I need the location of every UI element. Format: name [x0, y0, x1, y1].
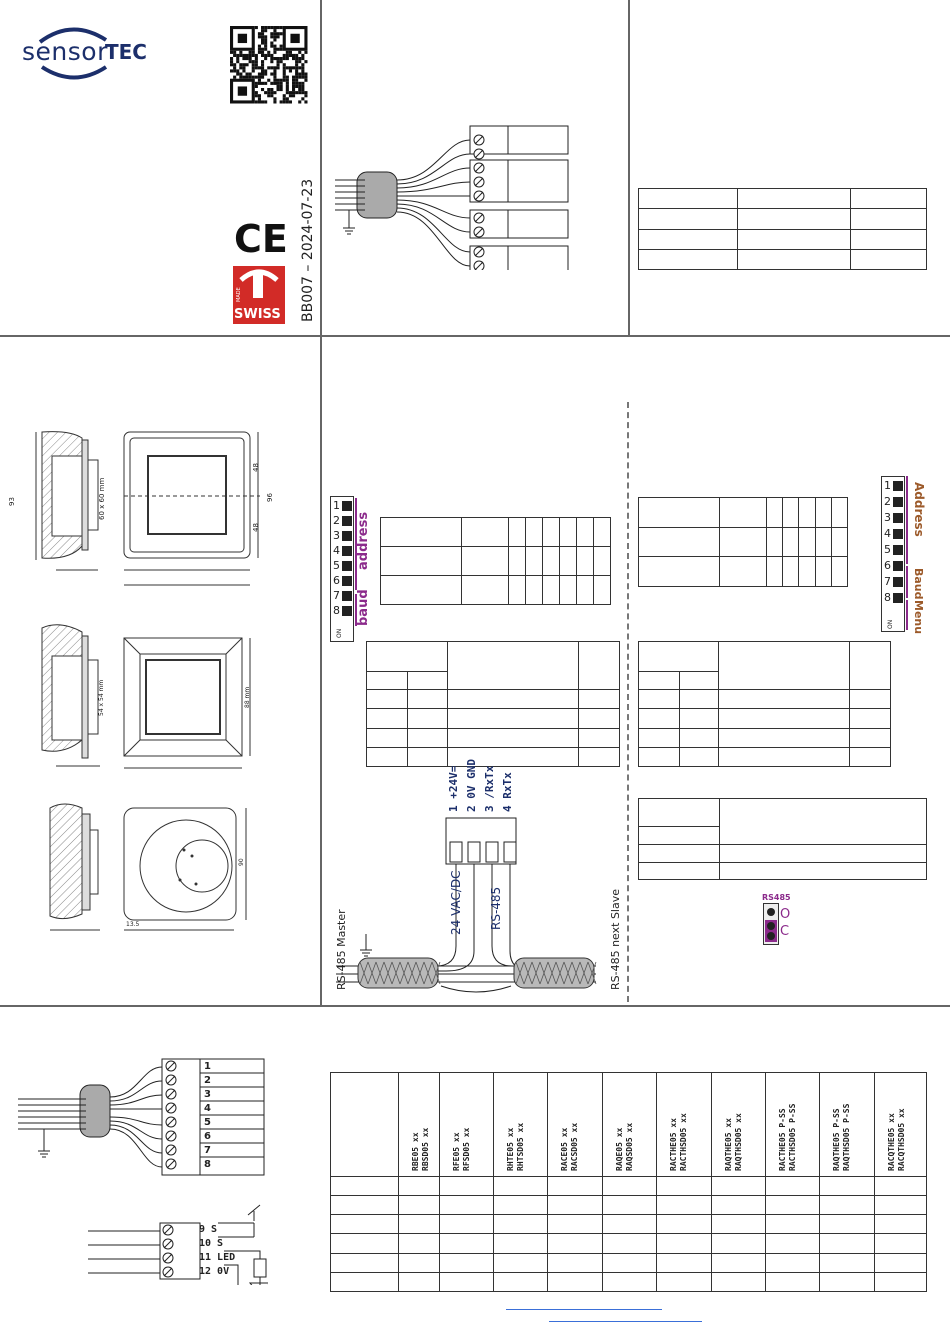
- dip-toggle: [342, 576, 352, 586]
- dip-toggle: [893, 561, 903, 571]
- dip-toggle: [342, 561, 352, 571]
- dip-toggle: [342, 546, 352, 556]
- terminal-number-2: 2: [204, 1075, 211, 1086]
- swiss-made-small-text: MADE: [236, 287, 242, 302]
- model-name: RACTHSD05 P-SS: [787, 1103, 797, 1171]
- model-header-3: [494, 1073, 548, 1177]
- switch-term-label-10: 10 S: [199, 1238, 224, 1249]
- dip-number: 3: [333, 529, 340, 542]
- dip-number: 2: [333, 514, 340, 527]
- model-name: RACQTHE05 xx: [886, 1113, 896, 1171]
- baud-table-right: [638, 641, 891, 767]
- jumper-label: RS485: [762, 893, 791, 902]
- model-name: RACTHSD05 xx: [679, 1113, 689, 1171]
- led-icon: [250, 1283, 268, 1285]
- dip-right-menu-wrap: [910, 600, 930, 635]
- model-header-6: [657, 1073, 711, 1177]
- model-name: RAQTHSD05 P-SS: [842, 1103, 852, 1171]
- rs485-master-label: RS-485 Master: [335, 909, 348, 990]
- dip-number: 8: [884, 591, 891, 604]
- rs485-bus-diagram: [336, 816, 626, 1001]
- frame-divider-top: [0, 335, 950, 337]
- terminal-number-1: 1: [204, 1061, 211, 1072]
- dip-switch-7[interactable]: [331, 589, 353, 604]
- model-name: RACTHE05 P-SS: [777, 1108, 787, 1171]
- dip-switch-5[interactable]: [331, 559, 353, 574]
- dip-switch-8[interactable]: [882, 591, 904, 607]
- switch-term-label-9: 9 S: [199, 1224, 218, 1235]
- dip-toggle: [342, 516, 352, 526]
- qr-code-icon: [230, 26, 310, 104]
- model-name: RBE05 xx: [411, 1132, 421, 1171]
- dip-number: 6: [884, 559, 891, 572]
- dim-total-96: 96: [266, 493, 274, 502]
- dip-switch-4[interactable]: [882, 527, 904, 543]
- model-name: RAQTHE05 P-SS: [832, 1108, 842, 1171]
- jumper-closed: C: [780, 924, 790, 939]
- terminal-number-8: 8: [204, 1159, 211, 1170]
- vac-label: 24 VAC/DC: [449, 870, 463, 935]
- terminal-diagram-bottom: [18, 1055, 268, 1285]
- model-header-10: [874, 1073, 926, 1177]
- dip-switch-6[interactable]: [882, 559, 904, 575]
- model-name: RAQTHE05 xx: [723, 1118, 733, 1171]
- dip-number: 7: [884, 575, 891, 588]
- dim-inner-60: 60 x 60 mm: [98, 477, 106, 520]
- swiss-made-icon: [233, 266, 285, 324]
- table-row: [331, 1253, 927, 1272]
- link-underline-2[interactable]: [549, 1321, 702, 1322]
- model-name: RFSD05 xx: [461, 1127, 471, 1171]
- dim-inner-54: 54 x 54 mm: [98, 679, 105, 716]
- dip-toggle: [342, 501, 352, 511]
- model-header-1: [399, 1073, 440, 1177]
- frame-divider-bottom: [0, 1005, 950, 1007]
- switch-term-label-11: 11 LED: [199, 1252, 236, 1263]
- jumper-open: O: [780, 907, 791, 922]
- dip-switch-1[interactable]: [331, 499, 353, 514]
- logo-tec-text: TEC: [105, 40, 147, 64]
- dip-right-baud-label: Baud: [912, 568, 925, 600]
- rs485-label: RS-485: [489, 886, 503, 930]
- dip-toggle: [893, 593, 903, 603]
- dip-switch-4[interactable]: [331, 544, 353, 559]
- model-header-4: [548, 1073, 602, 1177]
- dip-left-baud-label: baud: [356, 589, 371, 626]
- terminal-number-5: 5: [204, 1117, 211, 1128]
- dip-toggle: [893, 545, 903, 555]
- dip-toggle: [342, 591, 352, 601]
- dip-number: 2: [884, 495, 891, 508]
- dip-toggle: [342, 606, 352, 616]
- ground-icon: [343, 210, 355, 234]
- model-name: RHTE05 xx: [506, 1127, 516, 1171]
- dip-switch-6[interactable]: [331, 574, 353, 589]
- dim-offset-13: 13.5: [126, 921, 140, 928]
- terminal-number-3: 3: [204, 1089, 211, 1100]
- dip-toggle: [342, 531, 352, 541]
- ce-mark-icon: CE: [234, 217, 288, 261]
- top-right-table: [638, 188, 927, 270]
- dip-right-baud-wrap: [910, 568, 930, 598]
- menu-table-right: [638, 798, 927, 880]
- document-code-date: BB007 – 2024-07-23: [300, 178, 316, 322]
- sensortec-logo: [20, 22, 160, 82]
- dip-right-address-bar: [906, 476, 908, 564]
- table-row: [331, 1196, 927, 1215]
- jumper-block[interactable]: [763, 903, 779, 945]
- dimension-drawings: [20, 410, 310, 950]
- dip-toggle: [893, 577, 903, 587]
- terminal-number-7: 7: [204, 1145, 211, 1156]
- dip-switch-7[interactable]: [882, 575, 904, 591]
- address-table-right: [638, 497, 848, 587]
- dip-number: 7: [333, 589, 340, 602]
- link-underline-1[interactable]: [506, 1309, 662, 1310]
- model-header-7: [711, 1073, 765, 1177]
- dip-number: 5: [333, 559, 340, 572]
- dim-height-48a: 48: [252, 463, 260, 472]
- switch-term-label-12: 12 0V: [199, 1266, 230, 1277]
- dip-number: 5: [884, 543, 891, 556]
- dip-switch-left: [330, 496, 354, 642]
- pin-label-4: 4 RxTx: [501, 772, 514, 812]
- dip-switch-3[interactable]: [882, 511, 904, 527]
- dip-toggle: [893, 481, 903, 491]
- swiss-made-text: SWISS: [234, 307, 281, 322]
- table-row: [331, 1272, 927, 1291]
- baud-table-left: [366, 641, 620, 767]
- pin-label-1: 1 +24V=: [447, 765, 460, 812]
- ground-icon: [360, 934, 372, 956]
- model-name: RAQSD05 xx: [624, 1122, 634, 1171]
- table-row: [331, 1177, 927, 1196]
- pin-label-3: 3 /RxTx: [483, 765, 496, 812]
- logo-sensor-text: sensor: [22, 37, 108, 66]
- dim-total-88: 88 mm: [244, 686, 251, 708]
- dip-left-on: ON: [336, 628, 343, 638]
- rs485-slave-label: RS-485 next Slave: [609, 888, 622, 990]
- model-header-5: [602, 1073, 656, 1177]
- frame-divider-left: [320, 0, 322, 1006]
- dim-depth: 93: [8, 497, 16, 506]
- table-row: [331, 1215, 927, 1234]
- terminal-number-4: 4: [204, 1103, 211, 1114]
- dip-number: 4: [333, 544, 340, 557]
- dip-number: 1: [884, 479, 891, 492]
- dip-number: 4: [884, 527, 891, 540]
- dip-switch-1[interactable]: [882, 479, 904, 495]
- model-name: RACTHE05 xx: [669, 1118, 679, 1171]
- model-header-8: [765, 1073, 819, 1177]
- dip-left-address-label: address: [356, 511, 371, 570]
- model-name: RACSD05 xx: [570, 1122, 580, 1171]
- dim-height-48b: 48: [252, 523, 260, 532]
- section-divider-dashed: [627, 402, 629, 1002]
- dip-switch-2[interactable]: [882, 495, 904, 511]
- model-name: RFE05 xx: [451, 1132, 461, 1171]
- table-row: [331, 1234, 927, 1253]
- terminal-number-6: 6: [204, 1131, 211, 1142]
- dip-number: 1: [333, 499, 340, 512]
- dip-right-baud-bar: [906, 566, 908, 598]
- model-name: RACE05 xx: [560, 1127, 570, 1171]
- dip-switch-right: [881, 476, 905, 632]
- dip-right-address-label: Address: [912, 482, 926, 537]
- address-table-left: [380, 517, 611, 605]
- model-name: RAQE05 xx: [614, 1127, 624, 1171]
- model-name: RHTSD05 xx: [516, 1122, 526, 1171]
- dip-number: 6: [333, 574, 340, 587]
- dip-number: 3: [884, 511, 891, 524]
- frame-divider-right: [628, 0, 630, 336]
- model-header-2: [439, 1073, 493, 1177]
- switch-icon: [218, 1223, 254, 1237]
- dip-right-menu-label: Menu: [912, 600, 925, 635]
- wiring-diagram-top: [335, 120, 575, 270]
- dip-number: 8: [333, 604, 340, 617]
- dip-right-on: ON: [887, 619, 894, 629]
- dip-right-address-wrap: [910, 482, 930, 562]
- dip-toggle: [893, 513, 903, 523]
- pin-label-2: 2 0V GND: [465, 759, 478, 812]
- dip-toggle: [893, 529, 903, 539]
- dip-right-menu-bar: [906, 600, 908, 630]
- model-name: RACQTHSD05 xx: [896, 1108, 906, 1171]
- dip-switch-8[interactable]: [331, 604, 353, 619]
- dip-switch-2[interactable]: [331, 514, 353, 529]
- dip-toggle: [893, 497, 903, 507]
- model-name: RBSD05 xx: [421, 1127, 431, 1171]
- model-header-9: [820, 1073, 874, 1177]
- model-name: RAQTHSD05 xx: [733, 1113, 743, 1171]
- dim-height-90: 90: [238, 858, 245, 866]
- model-table: [330, 1072, 927, 1292]
- ground-icon: [38, 1129, 50, 1157]
- dip-switch-3[interactable]: [331, 529, 353, 544]
- dip-switch-5[interactable]: [882, 543, 904, 559]
